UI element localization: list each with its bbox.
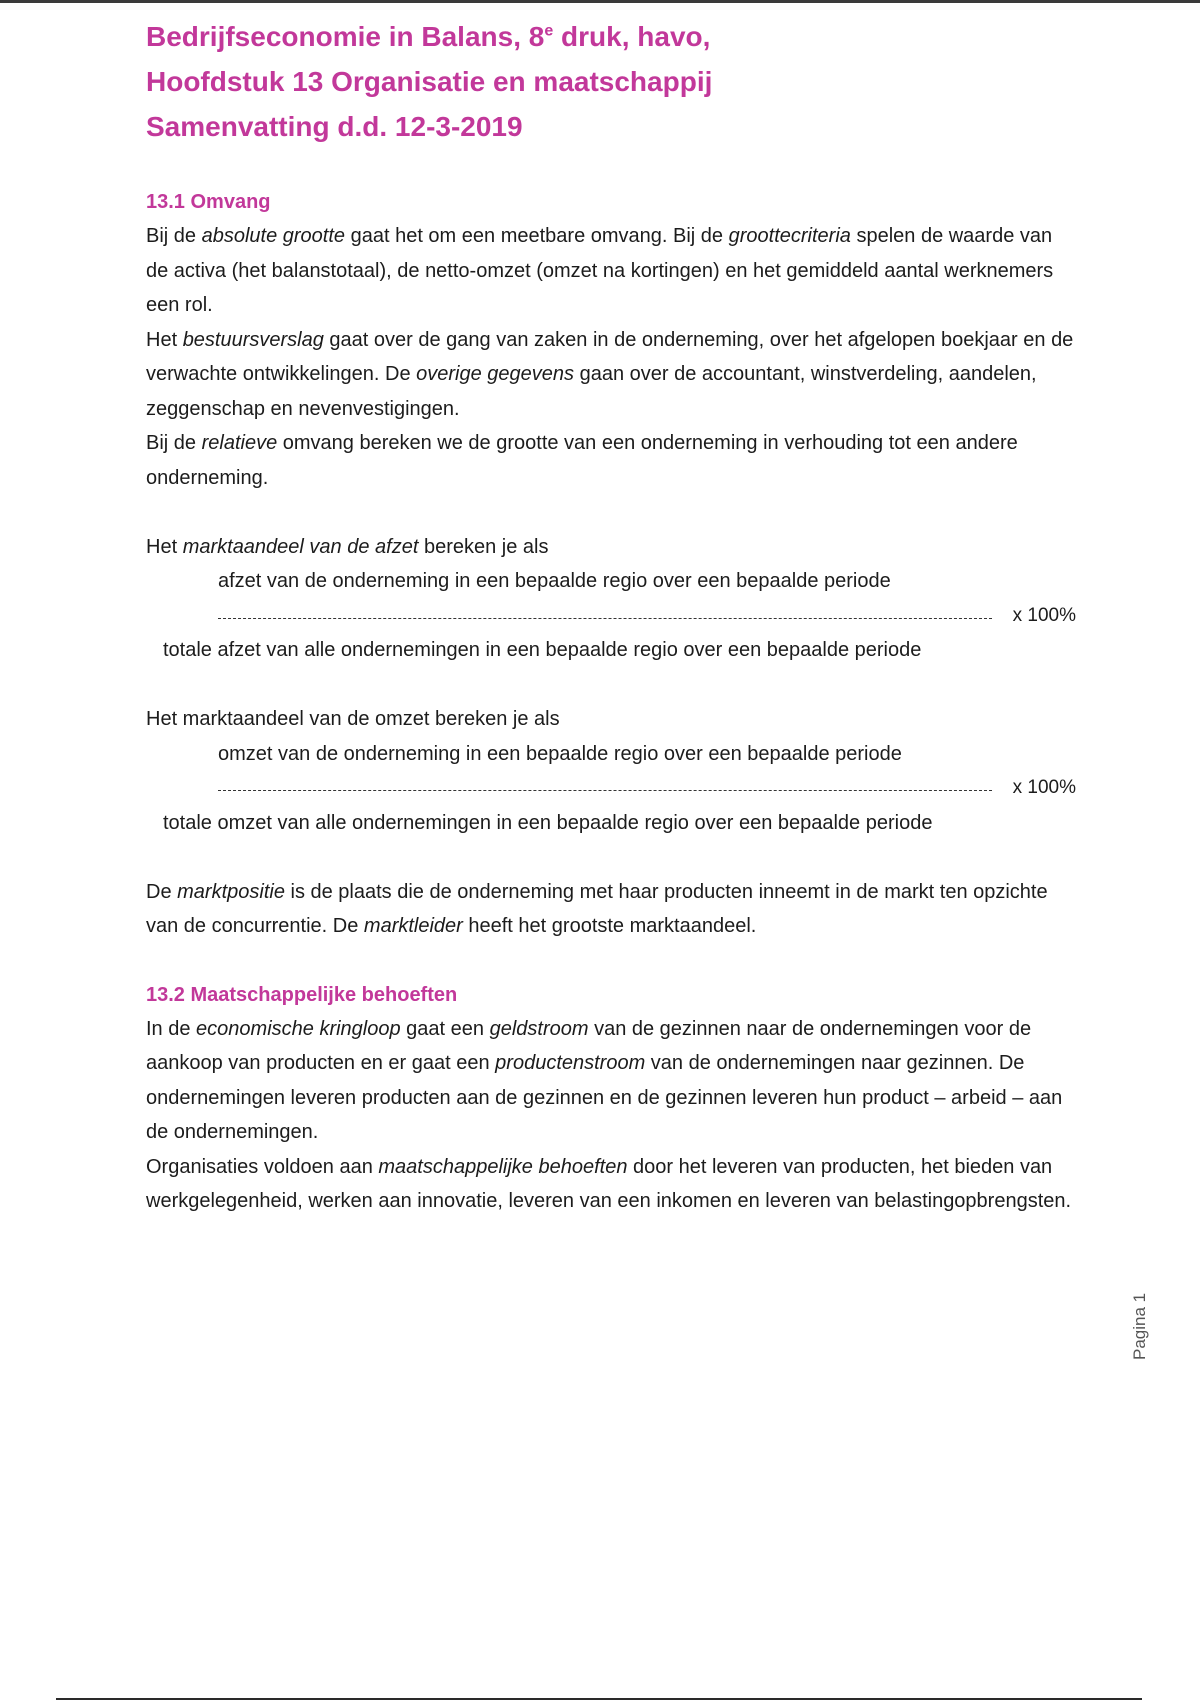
text-segment: gaan over de accountant, winstverdeling, aandelen, zeggenschap en nevenvestigingen. (146, 363, 1037, 420)
section-heading-omvang: 13.1 Omvang (146, 191, 271, 213)
title-line-1: Bedrijfseconomie in Balans, 8e druk, havo, (146, 21, 711, 52)
text-segment: gaat het om een meetbare omvang. Bij de (345, 225, 729, 247)
formula-numerator: omzet van de onderneming in een bepaalde regio over een bepaalde periode (218, 742, 902, 765)
emphasized-term: relatieve (201, 432, 278, 454)
document-page (146, 14, 1076, 1219)
section-heading-maatschappelijke-behoeften: 13.2 Maatschappelijke behoeften (146, 983, 458, 1006)
paragraph-bestuursverslag (146, 323, 1076, 427)
formula-marktaandeel-omzet (146, 737, 1076, 841)
text-segment: gaat over de gang van zaken in de onderneming, over het afgelopen boekjaar en de verwachte ontwikkelingen. De (146, 328, 1074, 385)
formula-omzet-intro: Het marktaandeel van de omzet bereken je als (146, 708, 560, 730)
paragraph-relatieve-omvang (146, 426, 1076, 495)
multiplier-label: x 100% (1012, 604, 1076, 626)
text-segment: heeft het grootste marktaandeel. (462, 915, 757, 937)
multiplier-label: x 100% (1012, 777, 1076, 798)
text-segment: is de plaats die de onderneming met haar producten inneemt in de markt ten opzichte van de concurrentie. De (146, 880, 1048, 937)
paragraph-absolute-grootte (146, 219, 1076, 323)
emphasized-term: productenstroom (495, 1052, 646, 1074)
text-segment: Het (146, 535, 183, 558)
formula-denominator: totale afzet van alle ondernemingen in een bepaalde regio over een bepaalde periode (163, 639, 922, 661)
paragraph-maatschappelijke-behoeften (146, 1150, 1076, 1219)
formula-afzet-intro (146, 530, 1076, 565)
emphasized-term: economische kringloop (196, 1017, 401, 1040)
text-segment: In de (146, 1017, 197, 1040)
formula-denominator: totale omzet van alle ondernemingen in een bepaalde regio over een bepaalde periode (163, 811, 933, 834)
title-line-2: Hoofdstuk 13 Organisatie en maatschappij (146, 66, 713, 97)
text-segment: bereken je als (418, 535, 549, 558)
text-segment: van de gezinnen naar de ondernemingen voor de aankoop van producten en er gaat een (146, 1017, 1032, 1074)
emphasized-term: marktpositie (177, 880, 285, 903)
title-line-3: Samenvatting d.d. 12-3-2019 (146, 111, 523, 142)
emphasized-term: absolute grootte (201, 225, 346, 247)
emphasized-term: overige gegevens (416, 363, 575, 385)
formula-numerator: afzet van de onderneming in een bepaalde regio over een bepaalde periode (218, 570, 891, 592)
top-border (0, 0, 1200, 3)
text-segment: van de ondernemingen naar gezinnen. De ondernemingen leveren producten aan de gezinnen en de gezinnen leveren hun product – arbeid – aan de ondernemingen. (146, 1052, 1063, 1143)
formula-marktaandeel-afzet (146, 564, 1076, 668)
text-segment: Bij de (146, 432, 202, 454)
text-segment: gaat een (400, 1017, 490, 1040)
fraction-line (218, 599, 1076, 634)
emphasized-term: bestuursverslag (182, 328, 324, 351)
emphasized-term: geldstroom (489, 1017, 589, 1040)
text-segment: Bij de (146, 225, 202, 247)
text-segment: door het leveren van producten, het bieden van werkgelegenheid, werken aan innovatie, leveren van een inkomen en leveren van belastingopbrengsten. (146, 1155, 1072, 1212)
fraction-line (218, 771, 1076, 806)
emphasized-term: marktleider (363, 915, 463, 937)
emphasized-term: maatschappelijke behoeften (378, 1155, 628, 1178)
text-segment: spelen de waarde van de activa (het balanstotaal), de netto-omzet (omzet na kortingen) en het gemiddeld aantal werknemers een rol. (146, 225, 1054, 316)
text-segment: De (146, 880, 178, 903)
paragraph-marktpositie (146, 875, 1076, 944)
page-number-label: Pagina 1 (1130, 1292, 1149, 1360)
text-segment: Het (146, 328, 183, 351)
text-segment: omvang bereken we de grootte van een onderneming in verhouding tot een andere onderneming. (146, 432, 1018, 489)
emphasized-term: marktaandeel van de afzet (182, 535, 419, 558)
paragraph-economische-kringloop (146, 1012, 1076, 1150)
emphasized-term: groottecriteria (728, 225, 851, 247)
text-segment: Organisaties voldoen aan (146, 1155, 379, 1178)
